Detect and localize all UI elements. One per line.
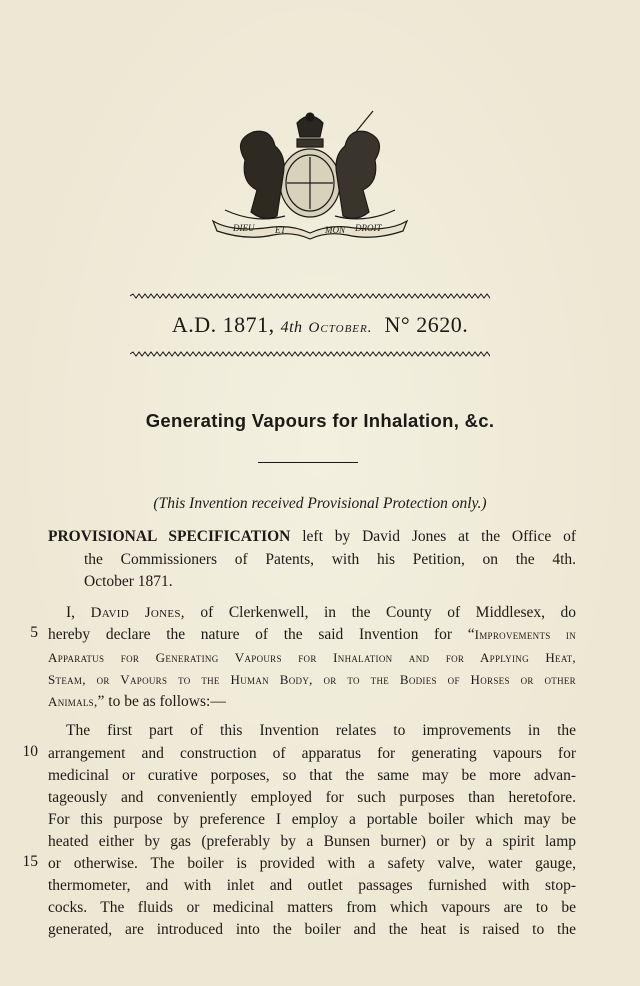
declaration-line-1 [66, 602, 576, 624]
spec-label: PROVISIONAL SPECIFICATION [48, 528, 291, 545]
body-line-4: tageously and conveniently employed for such purposes than heretofore. [48, 789, 576, 806]
declaration-i: I, [66, 604, 76, 621]
body-line-3: medicinal or curative porposes, so that the same may be more advan- [48, 767, 576, 784]
line-number-10: 10 [22, 743, 38, 760]
declaration-line-5-sc: Animals, [48, 694, 98, 709]
motto-word-4: DROIT [355, 223, 382, 233]
top-wavy-rule [130, 292, 490, 300]
declaration-line-1-rest: of Clerkenwell, in the County of Middlesex, do [200, 604, 577, 621]
declaration-line-2-sc: Improvements in [474, 627, 576, 642]
motto-word-2: ET [275, 225, 286, 235]
title-divider [258, 462, 358, 463]
spec-line-3: October 1871. [84, 573, 173, 590]
motto-word-3: MON [325, 225, 345, 235]
provisional-note: (This Invention received Provisional Protection only.) [153, 495, 487, 512]
spec-line-2: the Commissioners of Patents, with his Petition, on the 4th. [84, 551, 576, 568]
body-line-2: arrangement and construction of apparatus for generating vapours for [48, 745, 576, 762]
body-line-7: or otherwise. The boiler is provided with a safety valve, water gauge, [48, 855, 576, 872]
motto-word-1: DIEU [233, 223, 255, 233]
declaration-line-4 [48, 669, 576, 691]
patent-number: 2620. [416, 312, 469, 337]
declaration-line-2-text: hereby declare the nature of the said Invention for “ [48, 626, 475, 643]
line-number-5: 5 [30, 624, 38, 641]
declaration-line-5-rest: ” to be as follows:— [97, 693, 226, 710]
patent-title: Generating Vapours for Inhalation, &c. [145, 410, 495, 431]
patent-header [0, 312, 640, 338]
spec-line-1 [48, 526, 576, 548]
declarant-name: David Jones, [90, 605, 185, 621]
declaration-line-3 [48, 647, 576, 669]
royal-coat-of-arms [205, 105, 415, 240]
declaration-line-3-sc: Apparatus for Generating Vapours for Inhalation and for Applying Heat, [48, 650, 576, 665]
declaration-line-2 [48, 624, 576, 646]
declaration-line-4-sc: Steam, or Vapours to the Human Body, or to the Bodies of Horses or other [48, 672, 576, 687]
bottom-wavy-rule [130, 350, 490, 358]
patent-year: 1871, [222, 312, 275, 337]
number-label: N° [384, 312, 411, 337]
patent-day: 4th [280, 319, 303, 336]
body-line-6: heated either by gas (preferably by a Bunsen burner) or by a spirit lamp [48, 833, 576, 850]
body-line-5: For this purpose by preference I employ a portable boiler which may be [48, 811, 576, 828]
line-number-15: 15 [22, 853, 38, 870]
ad-label: A.D. [171, 312, 217, 337]
body-line-8: thermometer, and with inlet and outlet passages furnished with stop- [48, 877, 576, 894]
body-line-10: generated, are introduced into the boiler and the heat is raised to the [48, 921, 576, 938]
body-line-9: cocks. The fluids or medicinal matters from which vapours are to be [48, 899, 576, 916]
spec-line-1-text: left by David Jones at the Office of [302, 528, 576, 545]
declaration-line-5 [48, 691, 576, 713]
patent-month: October. [308, 320, 373, 336]
body-line-1: The first part of this Invention relates to improvements in the [66, 722, 576, 739]
